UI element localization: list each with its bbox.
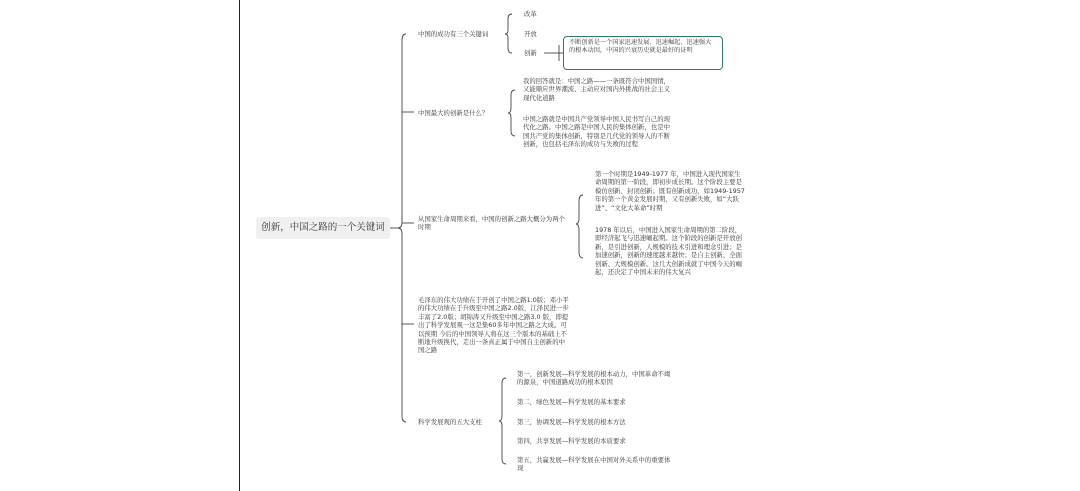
keyword-reform[interactable]: 改革 xyxy=(524,10,537,18)
period-1-paragraph[interactable]: 第一个时期是1949-1977 年，中国进入现代国家生命周期的第一阶段，即初步成长期。这个阶段主要是模仿创新、封闭创新；既有创新成功，如1949-1957年的第一个黄金发展时期，又有创新失败，如“大跃进”、“文化大革命”时期 xyxy=(595,170,745,212)
keyword-innovation[interactable]: 创新 xyxy=(524,49,537,57)
pillar-4[interactable]: 第四，共享发展—科学发展的本质要求 xyxy=(517,437,626,445)
branch-leaders-versions[interactable]: 毛泽东的伟大功绩在于开创了中国之路1.0版；邓小平的伟大功绩在于升级至中国之路2.0版，江泽民进一步丰富了2.0版；胡锦涛又升级至中国之路3.0 版，即提出了科学发展观一这是集60多年中国之路之大成。可以预期 今后的中国领导人将在这三个版本的基础上不断地升级换代，走出一条真正属于中国自主创新的中国之路 xyxy=(418,296,569,355)
pillar-1[interactable]: 第一，创新发展—科学发展的根本动力，中国革命不竭的源泉，中国道路成功的根本原因 xyxy=(517,370,671,387)
pillar-5[interactable]: 第五，共赢发展—科学发展在中国对外关系中的重要体现 xyxy=(517,456,671,473)
answer-paragraph-1[interactable]: 我的回答就是：中国之路——一条既符合中国国情，又能顺应世界潮流、主动应对国内外挑战的社会主义现代化道路 xyxy=(523,77,670,102)
pillar-3[interactable]: 第三，协调发展—科学发展的根本方法 xyxy=(517,418,626,426)
root-topic[interactable]: 创新，中国之路的一个关键词 xyxy=(256,217,390,239)
answer-paragraph-2[interactable]: 中国之路就是中国共产党领导中国人民书写自己的现代化之路。中国之路是中国人民的集体创新，也是中国共产党的集体创新，特别是几代党的领导人的不断创新，也包括毛泽东的成功与失败的过程 xyxy=(523,115,670,149)
branch-two-periods[interactable]: 从国家生命周期来看，中国的创新之路大概分为两个时期 xyxy=(418,215,565,232)
branch-biggest-innovation[interactable]: 中国最大的创新是什么？ xyxy=(418,109,489,117)
branch-five-pillars[interactable]: 科学发展观的五大支柱 xyxy=(418,418,482,426)
period-2-paragraph[interactable]: 1978 年以后，中国进入国家生命周期的第二阶段，即经济起飞与迅速崛起期。这个阶段的创新是开放创新，是引进创新，人规模的技术引进和理念引进；是加速创新，创新的速度越来越快；是自主创新、全面创新、大规模创新。这几大创新成就了中国今天的崛起，还决定了中国未来的伟大复兴 xyxy=(595,226,742,277)
branch-three-keywords[interactable]: 中国的成功有三个关键词 xyxy=(418,30,489,38)
keyword-opening[interactable]: 开放 xyxy=(524,30,537,38)
innovation-note-box[interactable]: 不断创新是一个国家迅速发展、迅速崛起、迅速强大的根本动因，中国的兴衰历史就是最好的证明 xyxy=(563,36,723,70)
pillar-2[interactable]: 第二，绿色发展—科学发展的基本要求 xyxy=(517,398,626,406)
